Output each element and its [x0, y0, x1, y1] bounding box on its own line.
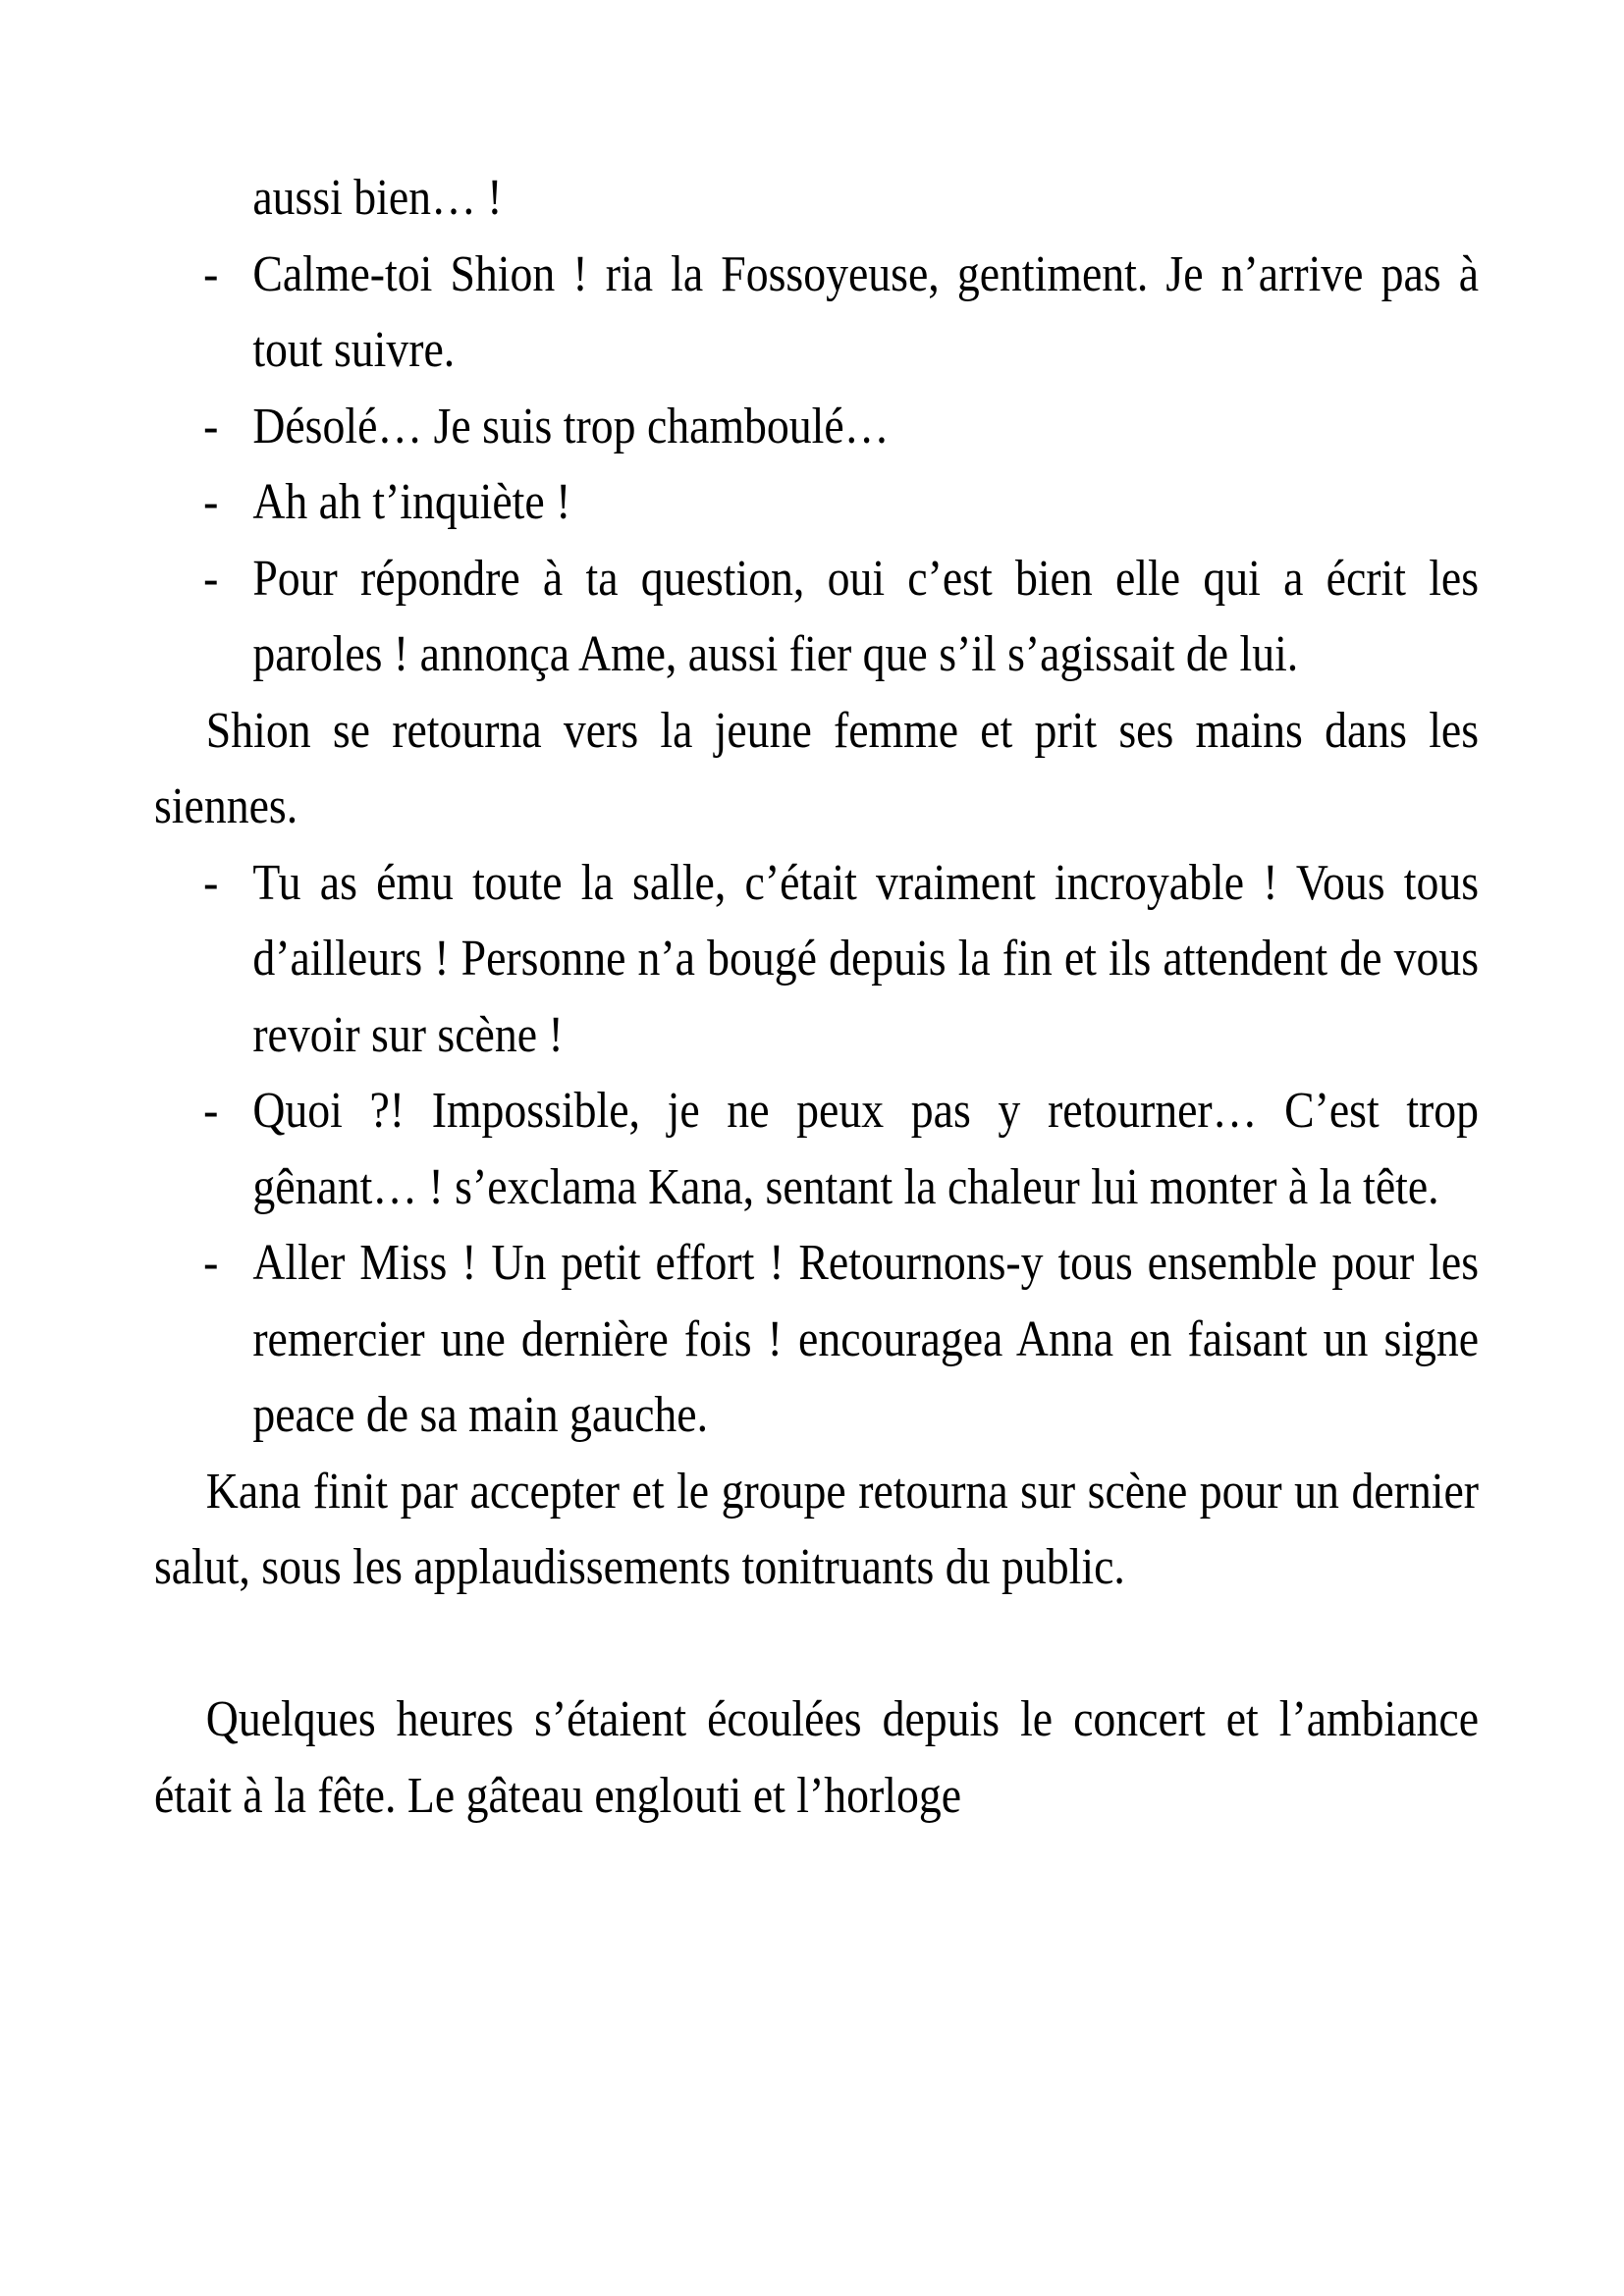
dialog-dash: -	[203, 474, 219, 530]
dialog-text: Ah ah t’inquiète !	[252, 474, 571, 530]
dialog-line	[154, 1225, 1479, 1454]
dialog-text: Pour répondre à ta question, oui c’est bien elle qui a écrit les paroles ! annonça Ame, aussi fier que s’il s’agissait de lui.	[252, 550, 1480, 682]
dialog-dash: -	[203, 398, 219, 454]
dialog-dash: -	[203, 1235, 219, 1291]
dialog-line	[154, 389, 1479, 465]
dialog-dash: -	[203, 854, 219, 911]
dialog-dash: -	[203, 1083, 219, 1139]
narrative-paragraph: Quelques heures s’étaient écoulées depuis le concert et l’ambiance était à la fête. Le gâteau englouti et l’horloge	[154, 1691, 1480, 1824]
scene-break	[154, 1606, 1479, 1682]
dialog-line	[154, 541, 1479, 693]
dialog-line	[154, 237, 1479, 389]
dialog-text: Aller Miss ! Un petit effort ! Retournons-y tous ensemble pour les remercier une dernière fois ! encouragea Anna en faisant un signe peace de sa main gauche.	[252, 1235, 1480, 1443]
dialog-dash: -	[203, 245, 219, 302]
dialog-text: Tu as ému toute la salle, c’était vraiment incroyable ! Vous tous d’ailleurs ! Personne n’a bougé depuis la fin et ils attendent de vous revoir sur scène !	[252, 854, 1480, 1063]
narrative-paragraph: Kana finit par accepter et le groupe retourna sur scène pour un dernier salut, sous les applaudissements tonitruants du public.	[154, 1463, 1480, 1595]
dialog-dash: -	[203, 550, 219, 607]
dialog-text: Quoi ?! Impossible, je ne peux pas y retourner… C’est trop gênant… ! s’exclama Kana, sentant la chaleur lui monter à la tête.	[252, 1083, 1480, 1215]
dialog-text: Calme-toi Shion ! ria la Fossoyeuse, gentiment. Je n’arrive pas à tout suivre.	[252, 245, 1480, 378]
dialog-line	[154, 1073, 1479, 1225]
dialog-line	[154, 464, 1479, 541]
continuation-line: aussi bien… !	[252, 170, 503, 226]
narrative-paragraph: Shion se retourna vers la jeune femme et prit ses mains dans les siennes.	[154, 702, 1480, 834]
document-page	[154, 160, 1479, 1834]
dialog-text: Désolé… Je suis trop chamboulé…	[252, 398, 890, 454]
dialog-line	[154, 845, 1479, 1074]
